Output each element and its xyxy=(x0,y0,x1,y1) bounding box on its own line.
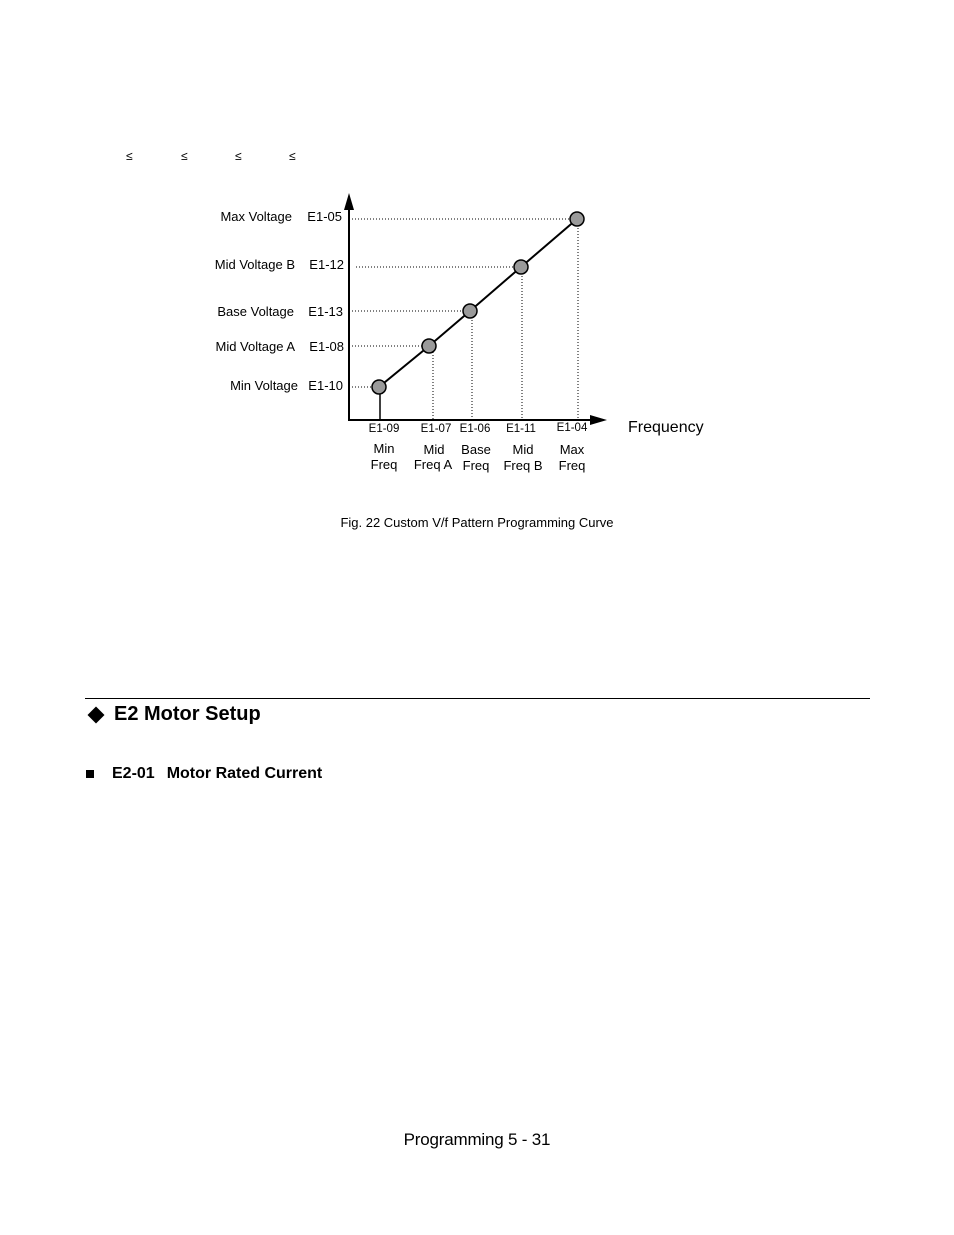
freq-name-base-1: Base xyxy=(461,442,491,457)
voltage-code-mid-b: E1-12 xyxy=(309,257,344,272)
vf-curve-line xyxy=(379,219,577,387)
diamond-bullet-icon xyxy=(88,706,105,723)
freq-name-mid-a-2: Freq A xyxy=(413,457,453,472)
square-bullet-icon xyxy=(86,770,94,778)
voltage-label-max: Max Voltage xyxy=(220,209,292,224)
freq-code-max: E1-04 xyxy=(556,422,588,434)
freq-name-mid-b-1: Mid xyxy=(512,442,534,457)
voltage-label-min: Min Voltage xyxy=(230,378,298,393)
voltage-code-max: E1-05 xyxy=(307,209,342,224)
point-min xyxy=(372,380,386,394)
voltage-code-min: E1-10 xyxy=(308,378,343,393)
freq-code-mid-b: E1-11 xyxy=(506,423,536,435)
point-base xyxy=(463,304,477,318)
leq-symbol-4: ≤ xyxy=(289,149,296,163)
freq-code-min: E1-09 xyxy=(368,423,400,435)
voltage-label-mid-a: Mid Voltage A xyxy=(215,339,295,354)
leq-symbol-1: ≤ xyxy=(126,149,133,163)
leq-symbol-2: ≤ xyxy=(181,149,188,163)
section-divider xyxy=(85,698,870,699)
subsection-title: Motor Rated Current xyxy=(166,765,323,782)
point-max xyxy=(570,212,584,226)
x-axis-arrow-icon xyxy=(590,415,607,425)
point-mid-b xyxy=(514,260,528,274)
section-heading xyxy=(86,703,261,726)
freq-name-min-2: Freq xyxy=(370,457,398,472)
frequency-guides xyxy=(433,219,578,420)
freq-name-max-1: Max xyxy=(559,442,585,457)
freq-name-mid-a-1: Mid xyxy=(423,442,445,457)
voltage-label-mid-b: Mid Voltage B xyxy=(214,257,295,272)
voltage-guides xyxy=(349,219,577,387)
freq-code-mid-a: E1-07 xyxy=(420,423,452,435)
point-mid-a xyxy=(422,339,436,353)
freq-code-base: E1-06 xyxy=(459,423,491,435)
section-title: E2 Motor Setup xyxy=(114,703,261,725)
voltage-code-mid-a: E1-08 xyxy=(309,339,344,354)
freq-name-base-2: Freq xyxy=(462,458,490,473)
subsection-heading xyxy=(86,765,322,783)
freq-name-max-2: Freq xyxy=(558,458,586,473)
freq-name-min-1: Min xyxy=(373,441,395,456)
freq-name-mid-b-2: Freq B xyxy=(503,458,543,473)
figure-caption: Fig. 22 Custom V/f Pattern Programming Curve xyxy=(340,515,614,530)
subsection-code: E2-01 xyxy=(112,765,155,782)
voltage-code-base: E1-13 xyxy=(308,304,343,319)
y-axis-arrow-icon xyxy=(344,193,354,210)
x-axis-label: Frequency xyxy=(628,419,704,436)
vf-pattern-figure xyxy=(0,0,954,500)
leq-symbol-3: ≤ xyxy=(235,149,242,163)
voltage-label-base: Base Voltage xyxy=(217,304,294,319)
page-footer: Programming 5 - 31 xyxy=(403,1130,551,1149)
